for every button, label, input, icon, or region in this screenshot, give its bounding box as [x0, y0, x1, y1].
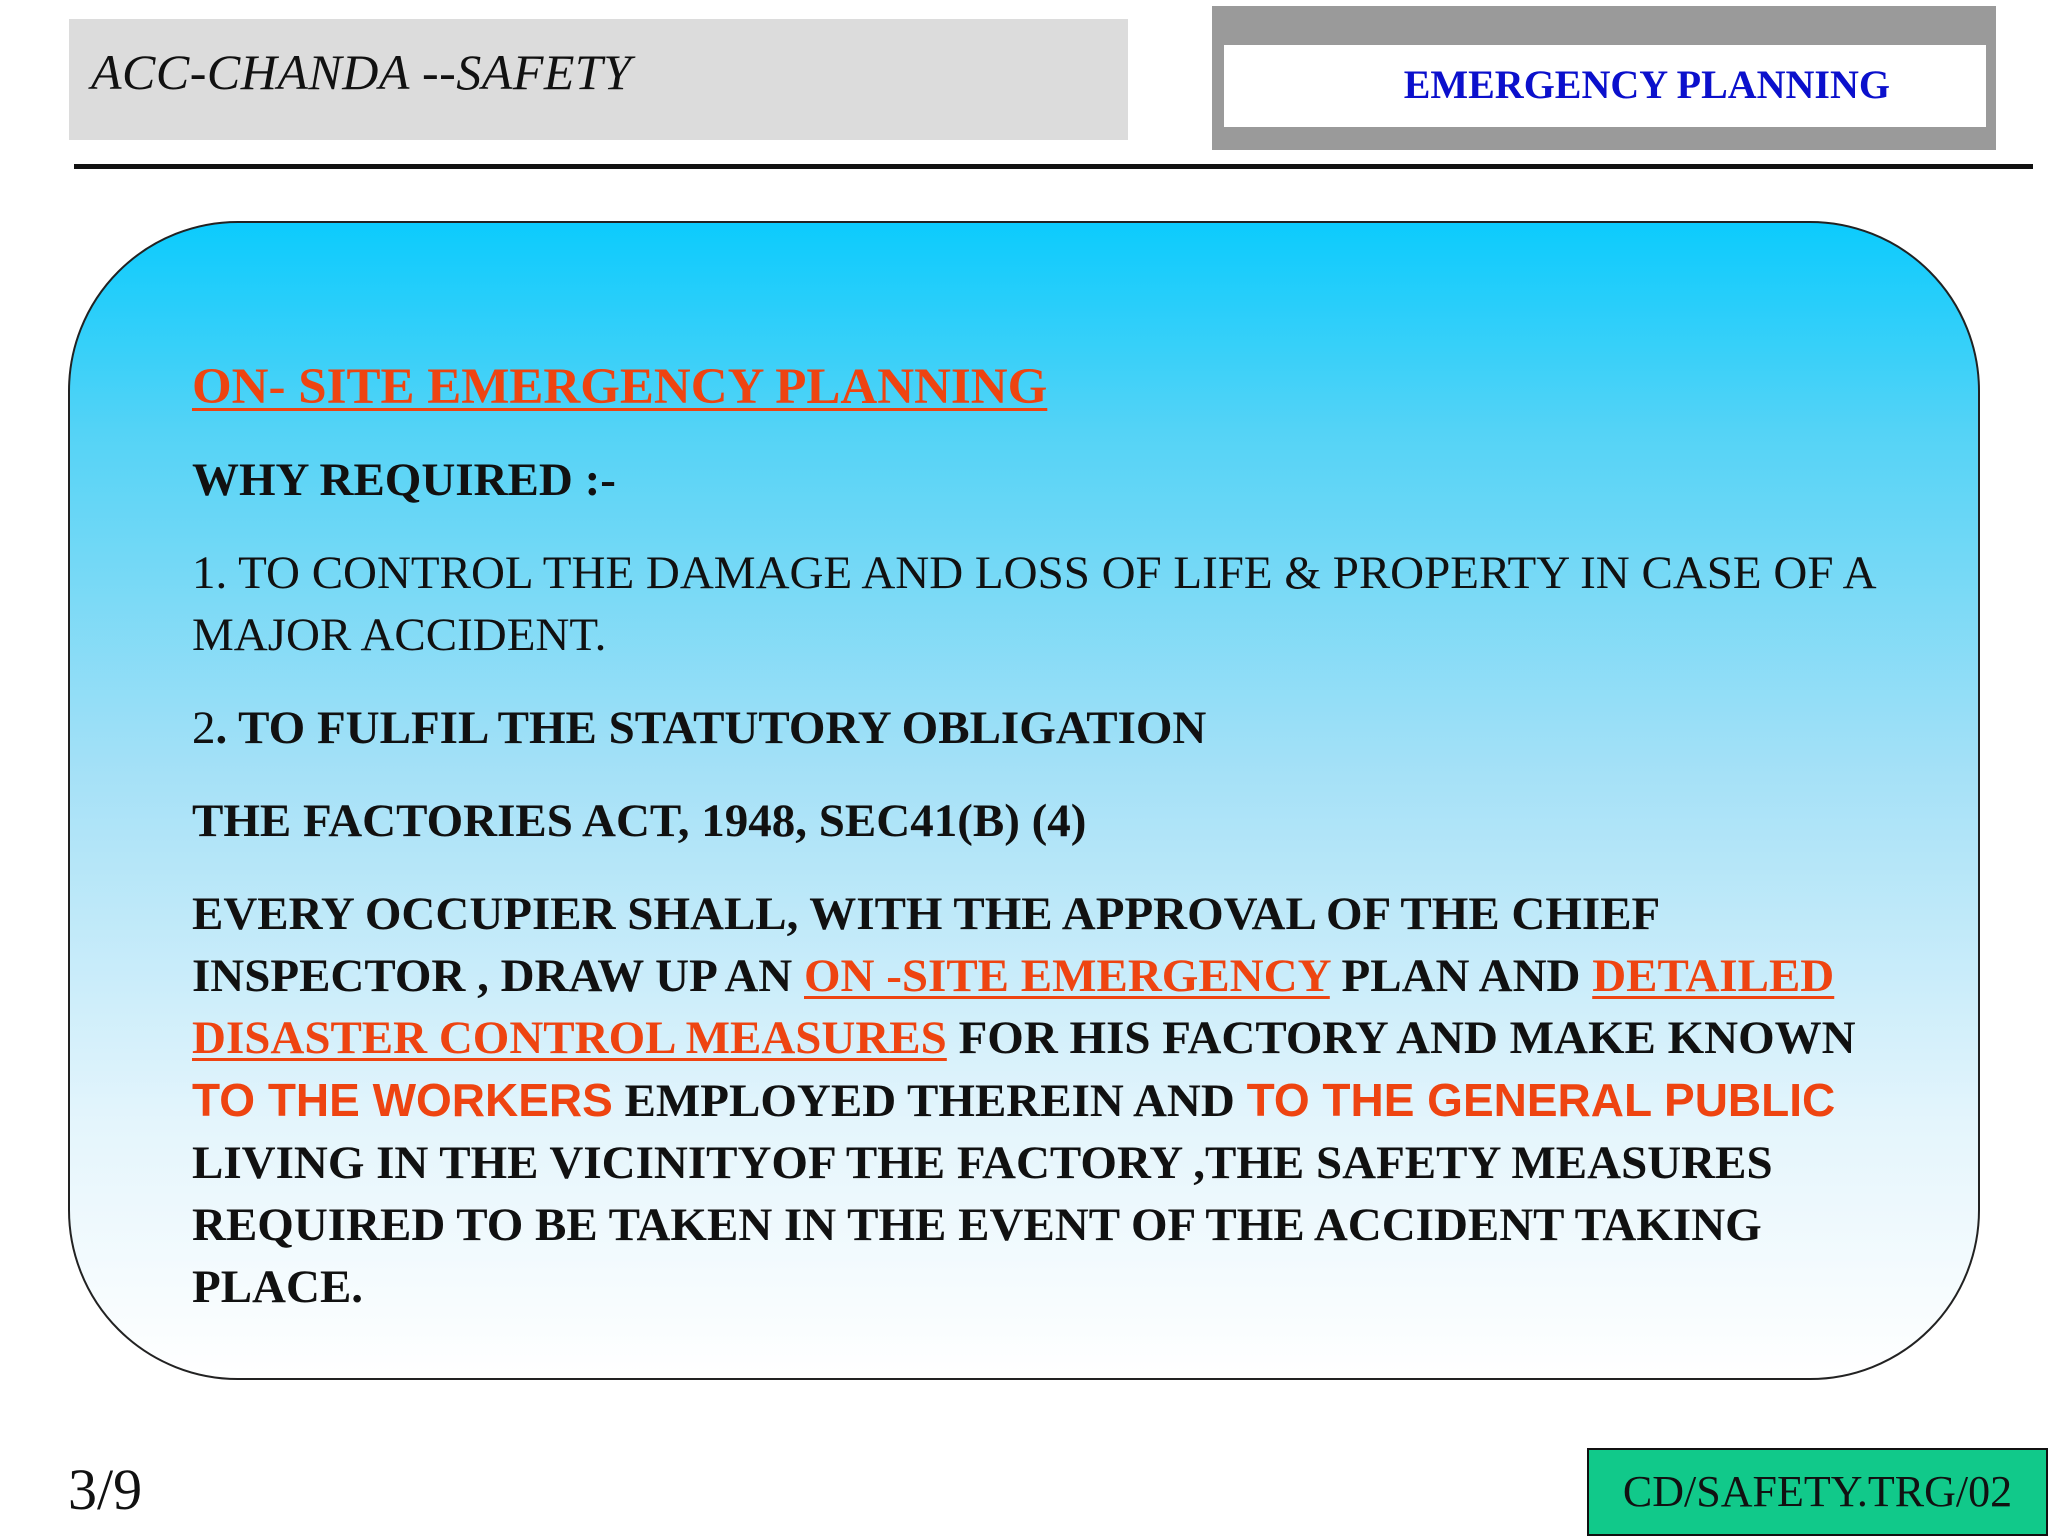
content-panel — [68, 221, 1980, 1380]
header-right-banner — [1212, 6, 1996, 150]
org-title: ACC-CHANDA --SAFETY — [91, 44, 632, 100]
panel-content — [192, 358, 1912, 1349]
header-divider — [74, 164, 2033, 169]
header-right-inner-box — [1224, 45, 1986, 127]
para-highlight-public: TO THE GENERAL PUBLIC — [1246, 1074, 1836, 1126]
para-segment-4: EMPLOYED THEREIN AND — [612, 1075, 1247, 1127]
point-two-number: 2 — [192, 702, 216, 754]
para-highlight-workers: TO THE WORKERS — [192, 1074, 613, 1126]
slide-heading: ON- SITE EMERGENCY PLANNING — [192, 359, 1048, 415]
act-reference: THE FACTORIES ACT, 1948, SEC41(B) (4) — [192, 795, 1087, 847]
point-one: 1. TO CONTROL THE DAMAGE AND LOSS OF LIFE & PROPERTY IN CASE OF A MAJOR ACCIDENT. — [192, 547, 1874, 661]
para-highlight-measures: DETAILED DISASTER CONTROL MEASURES — [192, 950, 1835, 1064]
para-highlight-onsite: ON -SITE EMERGENCY — [804, 950, 1330, 1002]
document-code-badge: CD/SAFETY.TRG/02 — [1587, 1448, 2048, 1536]
page-number: 3/9 — [68, 1457, 143, 1522]
point-two — [192, 697, 1912, 759]
why-required-label: WHY REQUIRED :- — [192, 454, 616, 506]
para-segment-3: FOR HIS FACTORY AND MAKE KNOWN — [946, 1012, 1856, 1064]
para-segment-1: EVERY OCCUPIER SHALL, WITH THE APPROVAL OF THE CHIEF INSPECTOR , DRAW UP AN — [192, 888, 1659, 1002]
act-paragraph — [192, 883, 1912, 1318]
point-two-text: . TO FULFIL THE STATUTORY OBLIGATION — [215, 702, 1207, 754]
section-title: EMERGENCY PLANNING — [1403, 62, 1890, 107]
header-left-banner — [69, 19, 1128, 140]
para-segment-5: LIVING IN THE VICINITYOF THE FACTORY ,THE SAFETY MEASURES REQUIRED TO BE TAKEN IN THE EVENT OF THE ACCIDENT TAKING PLACE. — [192, 1137, 1773, 1313]
para-segment-2: PLAN AND — [1329, 950, 1593, 1002]
